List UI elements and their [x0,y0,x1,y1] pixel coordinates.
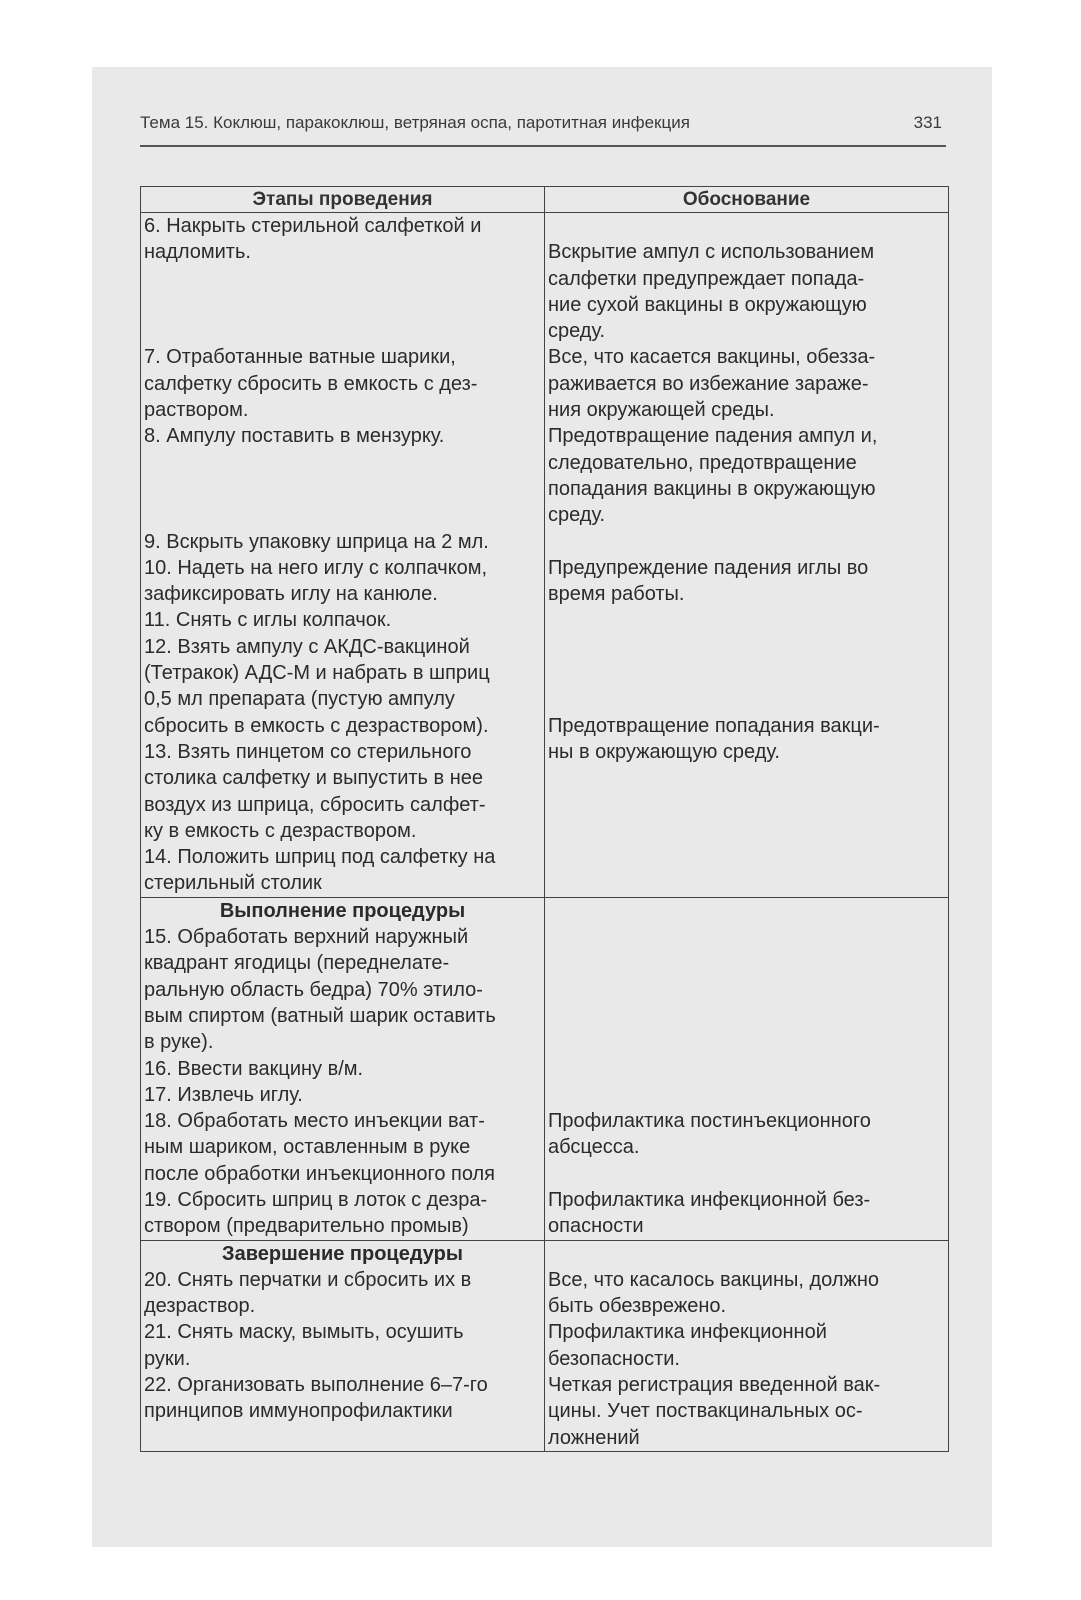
stages-cell [141,1240,545,1451]
text-line: Четкая регистрация введенной вак- [548,1374,881,1397]
text-line: зафиксировать иглу на канюле. [144,583,438,606]
text-line: стерильный столик [144,872,322,895]
text-line [144,318,541,344]
text-line: в руке). [144,1031,214,1054]
text-line: квадрант ягодицы (переднелате- [144,952,450,975]
table-row-execution [141,897,949,1240]
rationale-cell [545,897,949,1240]
rationale-cell [545,213,949,898]
text-line [144,292,541,318]
text-line: салфетку сбросить в емкость с дез- [144,372,478,395]
text-line: попадания вакцины в окружающую [548,477,876,500]
text-line: ку в емкость с дезраствором. [144,819,417,842]
text-line: 9. Вскрыть упаковку шприца на 2 мл. [144,530,489,553]
text-line: 22. Организовать выполнение 6–7-го [144,1374,488,1397]
text-line: опасности [548,1215,644,1238]
text-line: 19. Сбросить шприц в лоток с дезра- [144,1188,488,1211]
text-line [548,607,945,633]
text-line: вым спиртом (ватный шарик оставить [144,1004,496,1027]
text-line: раживается во избежание зараже- [548,372,869,395]
text-line: столика салфетку и выпустить в нее [144,767,484,790]
text-line: Вскрытие ампул с использованием [548,241,875,264]
text-line: следовательно, предотвращение [548,451,857,474]
text-line: 20. Снять перчатки и сбросить их в [144,1268,472,1291]
text-line: 13. Взять пинцетом со стерильного [144,740,472,763]
text-line: 15. Обработать верхний наружный [144,926,469,949]
text-line [144,502,541,528]
text-line: ложнений [548,1426,640,1449]
text-line [548,1029,945,1055]
text-line [548,924,945,950]
text-line [548,950,945,976]
text-line: ния окружающей среды. [548,399,775,422]
text-line: 14. Положить шприц под салфетку на [144,846,496,869]
section-title-execution: Выполнение процедуры [219,899,466,922]
text-line [548,634,945,660]
text-line: надломить. [144,241,251,264]
table-row-preparation [141,213,949,898]
text-line: 6. Накрыть стерильной салфеткой и [144,215,482,237]
text-line: ние сухой вакцины в окружающую [548,293,867,316]
text-line: 12. Взять ампулу с АКДС-вакциной [144,635,470,658]
stages-cell [141,897,545,1240]
text-line: Предотвращение падения ампул и, [548,425,878,448]
text-line: безопасности. [548,1347,680,1370]
text-line: раствором. [144,399,249,422]
section-title-completion: Завершение процедуры [222,1242,463,1265]
text-line: быть обезврежено. [548,1295,727,1318]
text-line: Предупреждение падения иглы во [548,556,869,579]
text-line [548,1003,945,1029]
text-line [548,1161,945,1187]
text-line [548,977,945,1003]
text-line [548,660,945,686]
text-line: (Тетракок) АДС-М и набрать в шприц [144,662,490,685]
page-number: 331 [913,113,942,132]
text-line: абсцесса. [548,1136,640,1159]
text-line: ральную область бедра) 70% этило- [144,978,483,1001]
text-line [548,1056,945,1082]
text-line: воздух из шприца, сбросить салфет- [144,793,486,816]
text-line: Все, что касалось вакцины, должно [548,1268,880,1291]
text-line: ны в окружающую среду. [548,740,780,763]
text-line: Профилактика инфекционной без- [548,1188,871,1211]
text-line [144,450,541,476]
rationale-cell [545,1240,949,1451]
text-line: сбросить в емкость с дезраствором). [144,714,489,737]
text-line: ным шариком, оставленным в руке [144,1136,471,1159]
text-line: 16. Ввести вакцину в/м. [144,1057,364,1080]
stages-cell [141,213,545,898]
text-line: руки. [144,1347,191,1370]
text-line: 21. Снять маску, вымыть, осушить [144,1321,464,1344]
text-line [144,476,541,502]
running-title: Тема 15. Коклюш, паракоклюш, ветряная оспа, паротитная инфекция [140,113,690,132]
text-line: 11. Снять с иглы колпачок. [144,609,392,632]
text-line: среду. [548,504,606,527]
text-line: дезраствор. [144,1295,256,1318]
text-line: Предотвращение попадания вакци- [548,714,880,737]
text-line [548,213,945,239]
column-header-rationale: Обоснование [545,187,949,213]
table-row-completion [141,1240,949,1451]
text-line: 18. Обработать место инъекции ват- [144,1110,485,1133]
text-line: салфетки предупреждает попада- [548,267,865,290]
table-header-row [141,187,949,213]
text-line: 10. Надеть на него иглу с колпачком, [144,556,488,579]
text-line: Профилактика постинъекционного [548,1110,871,1133]
text-line: среду. [548,320,606,343]
text-line: принципов иммунопрофилактики [144,1400,453,1423]
page-header [140,111,946,147]
text-line [548,529,945,555]
text-line [548,686,945,712]
text-line: Все, что касается вакцины, обезза- [548,346,876,369]
procedure-table [140,186,949,1452]
text-line: время работы. [548,583,685,606]
text-line [144,266,541,292]
text-line: 17. Извлечь иглу. [144,1083,303,1106]
text-line: Профилактика инфекционной [548,1321,827,1344]
text-line [548,1082,945,1108]
text-line: 0,5 мл препарата (пустую ампулу [144,688,455,711]
text-line: после обработки инъекционного поля [144,1162,496,1185]
text-line: створом (предварительно промыв) [144,1215,469,1238]
text-line: 7. Отработанные ватные шарики, [144,346,456,369]
text-line: цины. Учет поствакцинальных ос- [548,1400,863,1423]
column-header-stages: Этапы проведения [141,187,545,213]
text-line: 8. Ампулу поставить в мензурку. [144,425,445,448]
